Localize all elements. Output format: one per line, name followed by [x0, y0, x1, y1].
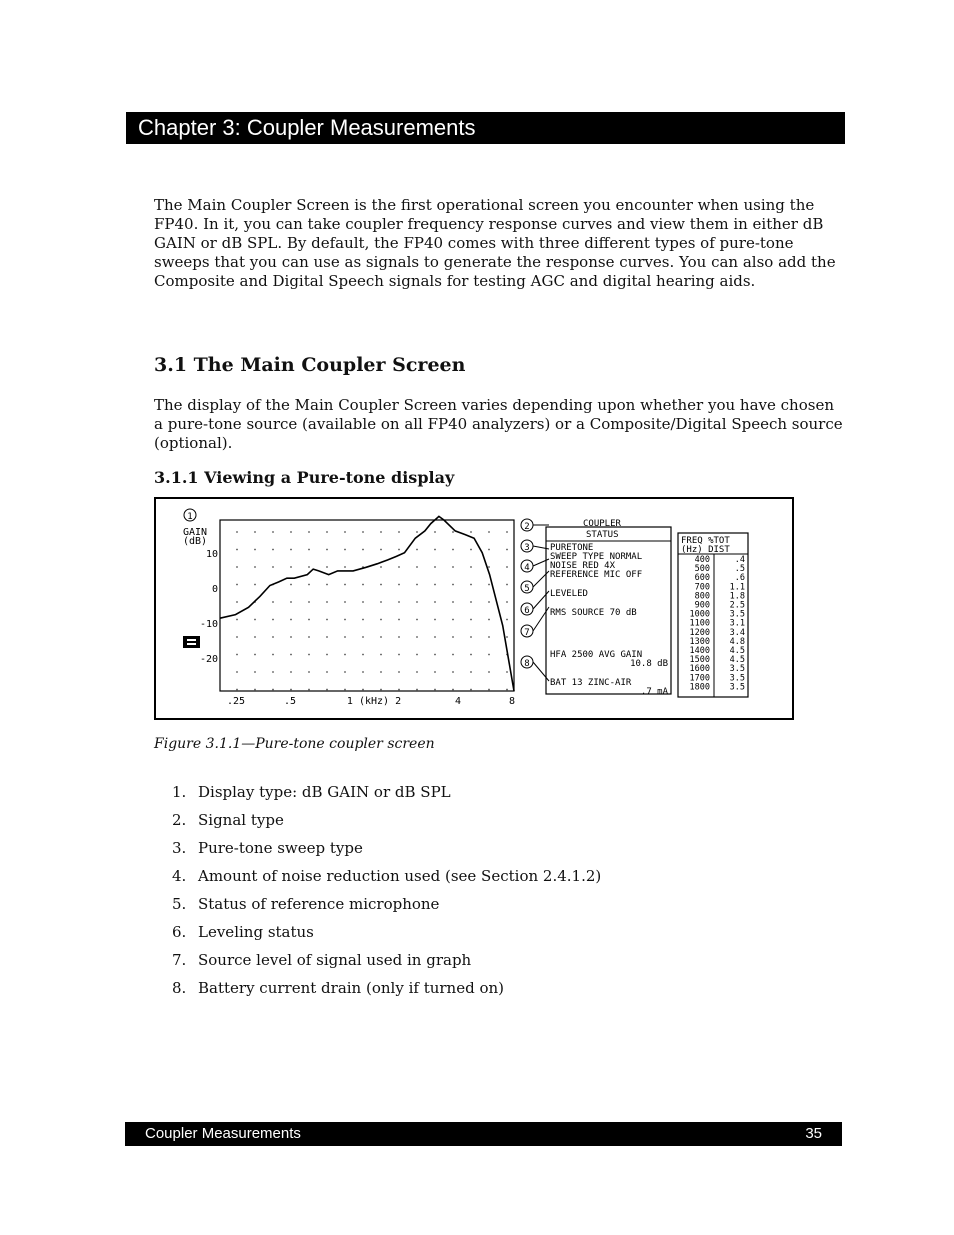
- table-dist: 3.5: [729, 673, 745, 684]
- status-line: REFERENCE MIC OFF: [550, 570, 643, 580]
- callout-4: 4: [524, 563, 530, 573]
- grid-dot: [272, 619, 274, 621]
- list-text: Pure-tone sweep type: [198, 839, 363, 857]
- grid-dot: [434, 689, 436, 691]
- table-freq: 1400: [689, 646, 710, 656]
- grid-dot: [452, 601, 454, 603]
- grid-dot: [470, 584, 472, 586]
- grid-dot: [398, 601, 400, 603]
- grid-dot: [434, 601, 436, 603]
- grid-dot: [362, 601, 364, 603]
- grid-dot: [416, 636, 418, 638]
- grid-dot: [488, 636, 490, 638]
- grid-dot: [362, 584, 364, 586]
- grid-dot: [470, 689, 472, 691]
- grid-dot: [290, 619, 292, 621]
- grid-dot: [452, 689, 454, 691]
- table-freq: 900: [694, 600, 710, 611]
- status-line: HFA 2500 AVG GAIN: [550, 650, 643, 660]
- grid-dot: [290, 566, 292, 568]
- table-freq: 1100: [689, 618, 710, 629]
- plot-frame: [220, 520, 514, 691]
- grid-dot: [362, 654, 364, 656]
- list-item: [172, 895, 601, 923]
- grid-dot: [434, 566, 436, 568]
- grid-dot: [254, 531, 256, 533]
- table-dist: .5: [734, 564, 745, 575]
- list-number: 4.: [172, 867, 187, 885]
- list-number: 3.: [172, 839, 187, 857]
- grid-dot: [380, 531, 382, 533]
- grid-dot: [290, 671, 292, 673]
- grid-dot: [380, 619, 382, 621]
- grid-dot: [398, 584, 400, 586]
- grid-dot: [344, 654, 346, 656]
- grid-dot: [236, 601, 238, 603]
- grid-dot: [452, 671, 454, 673]
- list-text: Battery current drain (only if turned on): [198, 979, 504, 997]
- grid-dot: [380, 549, 382, 551]
- list-item: [172, 867, 601, 895]
- page-number: 35: [805, 1125, 822, 1142]
- grid-dot: [290, 689, 292, 691]
- table-header: FREQ %TOT: [681, 536, 730, 546]
- grid-dot: [488, 654, 490, 656]
- grid-dot: [344, 601, 346, 603]
- grid-dot: [254, 584, 256, 586]
- grid-dot: [506, 531, 508, 533]
- screen-graphic: [156, 499, 792, 718]
- grid-dot: [434, 549, 436, 551]
- grid-dot: [398, 671, 400, 673]
- grid-dot: [272, 671, 274, 673]
- grid-dot: [272, 601, 274, 603]
- list-number: 2.: [172, 811, 187, 829]
- grid-dot: [416, 654, 418, 656]
- table-freq: 800: [694, 591, 710, 602]
- grid-dot: [236, 619, 238, 621]
- list-number: 1.: [172, 783, 187, 801]
- status-line: LEVELED: [550, 589, 588, 599]
- grid-dot: [254, 549, 256, 551]
- x-tick-label: 1 (kHz) 2: [346, 696, 402, 707]
- list-item: [172, 951, 601, 979]
- grid-dot: [506, 636, 508, 638]
- x-tick-label: 8: [508, 696, 516, 707]
- status-line: 10.8 dB: [630, 659, 668, 669]
- x-tick-label: .5: [283, 696, 297, 707]
- table-freq: 400: [694, 555, 710, 565]
- grid-dot: [470, 619, 472, 621]
- grid-dot: [272, 636, 274, 638]
- grid-dot: [398, 531, 400, 533]
- grid-dot: [272, 689, 274, 691]
- status-line: BAT 13 ZINC-AIR: [550, 678, 632, 688]
- callout-1: 1: [187, 512, 193, 522]
- grid-dot: [326, 584, 328, 586]
- grid-dot: [344, 566, 346, 568]
- list-number: 5.: [172, 895, 187, 913]
- table-header: (Hz) DIST: [681, 545, 730, 555]
- grid-dot: [344, 636, 346, 638]
- y-tick-label: 10: [205, 549, 218, 560]
- list-number: 8.: [172, 979, 187, 997]
- status-title: COUPLER: [583, 519, 621, 529]
- grid-dot: [398, 636, 400, 638]
- grid-dot: [290, 601, 292, 603]
- grid-dot: [308, 584, 310, 586]
- grid-dot: [272, 531, 274, 533]
- grid-dot: [416, 601, 418, 603]
- grid-dot: [308, 601, 310, 603]
- grid-dot: [308, 636, 310, 638]
- grid-dot: [416, 549, 418, 551]
- grid-dot: [236, 689, 238, 691]
- grid-dot: [308, 566, 310, 568]
- gain-display-icon: [183, 636, 200, 648]
- grid-dot: [398, 566, 400, 568]
- list-text: Amount of noise reduction used (see Section 2.4.1.2): [198, 867, 602, 885]
- grid-dot: [452, 566, 454, 568]
- grid-dots: [236, 531, 508, 690]
- grid-dot: [344, 531, 346, 533]
- chapter-title: Chapter 3: Coupler Measurements: [126, 112, 845, 144]
- grid-dot: [308, 531, 310, 533]
- list-item: [172, 811, 601, 839]
- grid-dot: [236, 531, 238, 533]
- grid-dot: [344, 689, 346, 691]
- grid-dot: [488, 584, 490, 586]
- x-tick-label: .25: [226, 696, 246, 707]
- list-text: Leveling status: [198, 923, 314, 941]
- table-dist: 3.1: [729, 618, 745, 629]
- table-dist: .6: [734, 573, 745, 584]
- grid-dot: [416, 566, 418, 568]
- grid-dot: [488, 549, 490, 551]
- grid-dot: [326, 689, 328, 691]
- callout-2: 2: [524, 522, 530, 532]
- table-freq: 600: [694, 573, 710, 584]
- status-line: RMS SOURCE 70 dB: [550, 608, 637, 618]
- status-line: PURETONE: [550, 543, 594, 553]
- grid-dot: [416, 671, 418, 673]
- table-dist: 1.8: [729, 591, 745, 602]
- table-freq: 1000: [689, 609, 710, 620]
- table-dist: 4.5: [729, 655, 745, 666]
- grid-dot: [362, 619, 364, 621]
- list-text: Signal type: [198, 811, 284, 829]
- table-freq: 700: [694, 582, 710, 593]
- grid-dot: [470, 636, 472, 638]
- grid-dot: [434, 671, 436, 673]
- grid-dot: [380, 636, 382, 638]
- grid-dot: [254, 671, 256, 673]
- grid-dot: [254, 566, 256, 568]
- grid-dot: [452, 549, 454, 551]
- intro-paragraph: The Main Coupler Screen is the first operational screen you encounter when using the FP40. In it, you can take coupler frequency response curves and view them in either dB GAIN or dB SPL. By default, the FP40 comes with three different types of pure-tone sweeps that you can use as signals to generate the response curves. You can also add the Composite and Digital Speech signals for testing AGC and digital hearing aids.: [154, 196, 836, 290]
- grid-dot: [416, 584, 418, 586]
- grid-dot: [362, 636, 364, 638]
- grid-dot: [272, 566, 274, 568]
- grid-dot: [416, 689, 418, 691]
- y-axis-label: GAIN: [183, 527, 208, 538]
- callout-5: 5: [524, 584, 530, 594]
- grid-dot: [398, 689, 400, 691]
- grid-dot: [452, 654, 454, 656]
- list-item: [172, 923, 601, 951]
- grid-dot: [254, 636, 256, 638]
- list-item: [172, 783, 601, 811]
- status-line: NOISE RED 4X: [550, 561, 616, 571]
- grid-dot: [326, 671, 328, 673]
- grid-dot: [434, 531, 436, 533]
- grid-dot: [254, 689, 256, 691]
- callout-legend-list: [172, 783, 601, 1007]
- grid-dot: [470, 671, 472, 673]
- list-item: [172, 839, 601, 867]
- grid-dot: [290, 549, 292, 551]
- table-freq: 1600: [689, 664, 710, 675]
- grid-dot: [290, 636, 292, 638]
- grid-dot: [326, 549, 328, 551]
- table-dist: 3.5: [729, 664, 745, 675]
- grid-dot: [326, 601, 328, 603]
- grid-dot: [506, 549, 508, 551]
- grid-dot: [290, 654, 292, 656]
- figure-caption: Figure 3.1.1—Pure-tone coupler screen: [154, 736, 435, 752]
- pure-tone-screen-figure: [154, 497, 794, 720]
- footer-section-title: Coupler Measurements: [145, 1125, 301, 1142]
- grid-dot: [236, 671, 238, 673]
- grid-dot: [506, 671, 508, 673]
- y-tick-label: -10: [199, 619, 218, 630]
- page-footer: [125, 1122, 842, 1146]
- status-line: .7 mA: [640, 687, 668, 697]
- grid-dot: [344, 671, 346, 673]
- table-dist: 4.5: [729, 646, 745, 656]
- table-freq: 500: [694, 564, 710, 575]
- list-number: 6.: [172, 923, 187, 941]
- grid-dot: [488, 619, 490, 621]
- table-dist: 3.5: [729, 609, 745, 620]
- grid-dot: [308, 549, 310, 551]
- grid-dot: [344, 619, 346, 621]
- grid-dot: [326, 531, 328, 533]
- y-axis-unit: (dB): [183, 536, 208, 547]
- grid-dot: [326, 619, 328, 621]
- grid-dot: [308, 689, 310, 691]
- table-dist: 1.1: [729, 582, 745, 593]
- grid-dot: [470, 549, 472, 551]
- table-freq: 1300: [689, 636, 710, 647]
- grid-dot: [236, 549, 238, 551]
- subsection-heading: 3.1.1 Viewing a Pure-tone display: [154, 468, 455, 487]
- grid-dot: [308, 671, 310, 673]
- grid-dot: [308, 619, 310, 621]
- section-paragraph: The display of the Main Coupler Screen varies depending upon whether you have chosen a pure-tone source (available on all FP40 analyzers) or a Composite/Digital Speech source (optional).: [154, 396, 843, 452]
- grid-dot: [380, 689, 382, 691]
- grid-dot: [398, 549, 400, 551]
- grid-dot: [380, 601, 382, 603]
- grid-dot: [380, 671, 382, 673]
- grid-dot: [470, 601, 472, 603]
- grid-dot: [254, 654, 256, 656]
- grid-dot: [380, 584, 382, 586]
- grid-dot: [488, 601, 490, 603]
- list-text: Display type: dB GAIN or dB SPL: [198, 783, 451, 801]
- callout-8: 8: [524, 659, 530, 669]
- grid-dot: [470, 531, 472, 533]
- grid-dot: [236, 636, 238, 638]
- grid-dot: [452, 636, 454, 638]
- status-title: STATUS: [586, 530, 619, 540]
- grid-dot: [506, 584, 508, 586]
- list-text: Source level of signal used in graph: [198, 951, 472, 969]
- y-tick-label: 0: [211, 584, 218, 595]
- grid-dot: [290, 531, 292, 533]
- grid-dot: [452, 531, 454, 533]
- grid-dot: [380, 566, 382, 568]
- grid-dot: [470, 654, 472, 656]
- grid-dot: [506, 619, 508, 621]
- table-dist: .4: [734, 555, 745, 565]
- distortion-rows: [690, 555, 745, 692]
- grid-dot: [398, 619, 400, 621]
- callout-6: 6: [524, 606, 530, 616]
- table-freq: 1200: [689, 627, 710, 638]
- grid-dot: [434, 619, 436, 621]
- grid-dot: [326, 636, 328, 638]
- x-tick-label: 4: [454, 696, 462, 707]
- grid-dot: [488, 531, 490, 533]
- grid-dot: [236, 654, 238, 656]
- grid-dot: [506, 689, 508, 691]
- grid-dot: [380, 654, 382, 656]
- grid-dot: [362, 689, 364, 691]
- table-dist: 3.4: [729, 627, 745, 638]
- grid-dot: [236, 566, 238, 568]
- grid-dot: [272, 549, 274, 551]
- table-freq: 1700: [689, 673, 710, 684]
- grid-dot: [236, 584, 238, 586]
- grid-dot: [308, 654, 310, 656]
- grid-dot: [344, 584, 346, 586]
- status-line: SWEEP TYPE NORMAL: [550, 552, 643, 562]
- grid-dot: [488, 671, 490, 673]
- callout-7: 7: [524, 628, 530, 638]
- table-freq: 1800: [689, 682, 710, 693]
- grid-dot: [362, 549, 364, 551]
- table-dist: 2.5: [729, 600, 745, 611]
- grid-dot: [326, 654, 328, 656]
- grid-dot: [434, 584, 436, 586]
- grid-dot: [506, 601, 508, 603]
- list-item: [172, 979, 601, 1007]
- grid-dot: [416, 531, 418, 533]
- grid-dot: [326, 566, 328, 568]
- section-heading: 3.1 The Main Coupler Screen: [154, 354, 466, 376]
- grid-dot: [470, 566, 472, 568]
- table-dist: 3.5: [729, 682, 745, 693]
- grid-dot: [434, 654, 436, 656]
- grid-dot: [452, 584, 454, 586]
- grid-dot: [254, 619, 256, 621]
- grid-dot: [398, 654, 400, 656]
- y-tick-label: -20: [199, 654, 218, 665]
- grid-dot: [452, 619, 454, 621]
- response-curve: [220, 516, 514, 691]
- grid-dot: [488, 689, 490, 691]
- list-text: Status of reference microphone: [198, 895, 440, 913]
- grid-dot: [506, 566, 508, 568]
- grid-dot: [434, 636, 436, 638]
- grid-dot: [362, 671, 364, 673]
- list-number: 7.: [172, 951, 187, 969]
- grid-dot: [344, 549, 346, 551]
- table-freq: 1500: [689, 655, 710, 666]
- grid-dot: [416, 619, 418, 621]
- callout-3: 3: [524, 543, 530, 553]
- grid-dot: [362, 531, 364, 533]
- grid-dot: [272, 654, 274, 656]
- grid-dot: [290, 584, 292, 586]
- table-dist: 4.8: [729, 636, 745, 647]
- grid-dot: [488, 566, 490, 568]
